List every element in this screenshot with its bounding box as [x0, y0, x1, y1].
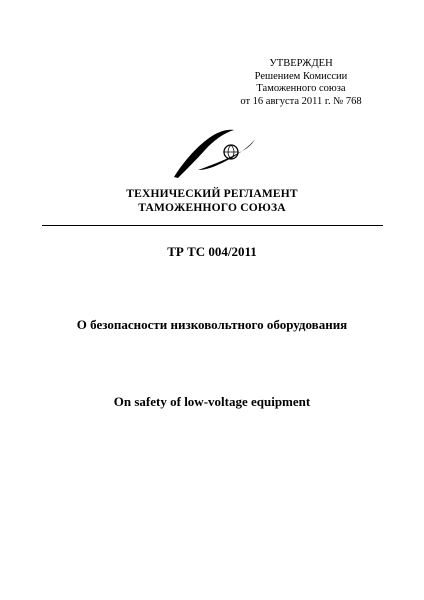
- document-code: ТР ТС 004/2011: [167, 244, 257, 259]
- regulation-title-line2: ТАМОЖЕННОГО СОЮЗА: [138, 202, 286, 214]
- divider-line: [42, 225, 383, 226]
- regulation-title: [0, 187, 424, 215]
- regulation-title-line1: ТЕХНИЧЕСКИЙ РЕГЛАМЕНТ: [126, 188, 298, 200]
- approval-block: [236, 58, 366, 108]
- approval-heading: УТВЕРЖДЕН: [269, 58, 333, 69]
- customs-union-emblem-icon: [170, 128, 256, 182]
- approval-date: от 16 августа 2011 г. № 768: [240, 95, 362, 107]
- approval-union: Таможенного союза: [256, 83, 346, 94]
- document-title-russian: О безопасности низковольтного оборудования: [76, 317, 348, 332]
- document-title-english: On safety of low-voltage equipment: [113, 394, 311, 409]
- approval-authority: Решением Комиссии: [254, 70, 348, 82]
